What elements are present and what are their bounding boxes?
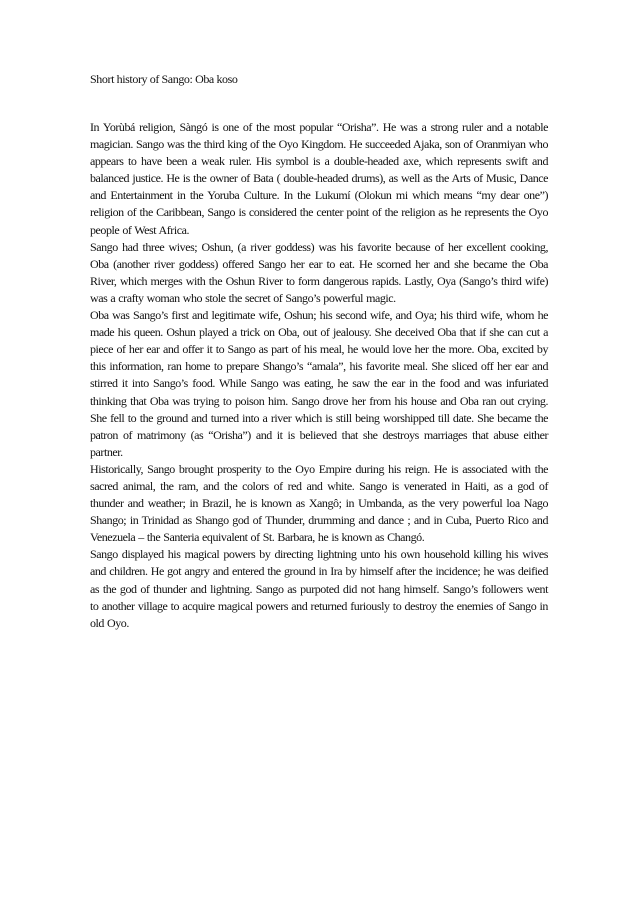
paragraph-intro: In Yorùbá religion, Sàngó is one of the most popular “Orisha”. He was a strong ruler and a notable magician. Sango was the third king of the Oyo Kingdom. He succeeded Ajaka, son of Oranmiyan who appears to have been a weak ruler. His symbol is a double-headed axe, which represents swift and balanced justice. He is the owner of Bata ( double-headed drums), as well as the Arts of Music, Dance and Entertainment in the Yoruba Culture. In the Lukumí (Olokun mi which means “my dear one”) religion of the Caribbean, Sango is considered the center point of the religion as he represents the Oyo people of West Africa.	[90, 120, 548, 237]
paragraph-oba-story: Oba was Sango’s first and legitimate wife, Oshun; his second wife, and Oya; his third wife, whom he made his queen. Oshun played a trick on Oba, out of jealousy. She deceived Oba that if she can cut a piece of her ear and offer it to Sango as part of his meal, he would love her the more. Oba, excited by this information, ran home to prepare Shango’s “amala”, his favorite meal. She sliced off her ear and stirred it into Sango’s food. While Sango was eating, he saw the ear in the food and was infuriated thinking that Oba was trying to poison him. Sango drove her from his house and Oba ran out crying. She fell to the ground and turned into a river which is still being worshipped till date. She became the patron of matrimony (as “Orisha”) and it is believed that she destroys marriages that abuse either partner.	[90, 308, 548, 459]
document-body	[90, 119, 548, 632]
paragraph-magic: Sango displayed his magical powers by directing lightning unto his own household killing his wives and children. He got angry and entered the ground in Ira by himself after the incidence; he was deified as the god of thunder and lightning. Sango as purpoted did not hang himself. Sango’s followers went to another village to acquire magical powers and returned furiously to destroy the enemies of Sango in old Oyo.	[90, 547, 548, 630]
document-title: Short history of Sango: Oba koso	[90, 72, 238, 86]
paragraph-wives: Sango had three wives; Oshun, (a river goddess) was his favorite because of her excellent cooking, Oba (another river goddess) offered Sango her ear to eat. He scorned her and she became the Oba River, which merges with the Oshun River to form dangerous rapids. Lastly, Oya (Sango’s third wife) was a crafty woman who stole the secret of Sango’s powerful magic.	[90, 239, 548, 305]
paragraph-history: Historically, Sango brought prosperity to the Oyo Empire during his reign. He is associated with the sacred animal, the ram, and the colors of red and white. Sango is venerated in Haiti, as a god of thunder and weather; in Brazil, he is known as Xangô; in Umbanda, as the very powerful loa Nago Shango; in Trinidad as Shango god of Thunder, drumming and dance ; and in Cuba, Puerto Rico and Venezuela – the Santeria equivalent of St. Barbara, he is known as Changó.	[90, 461, 548, 545]
